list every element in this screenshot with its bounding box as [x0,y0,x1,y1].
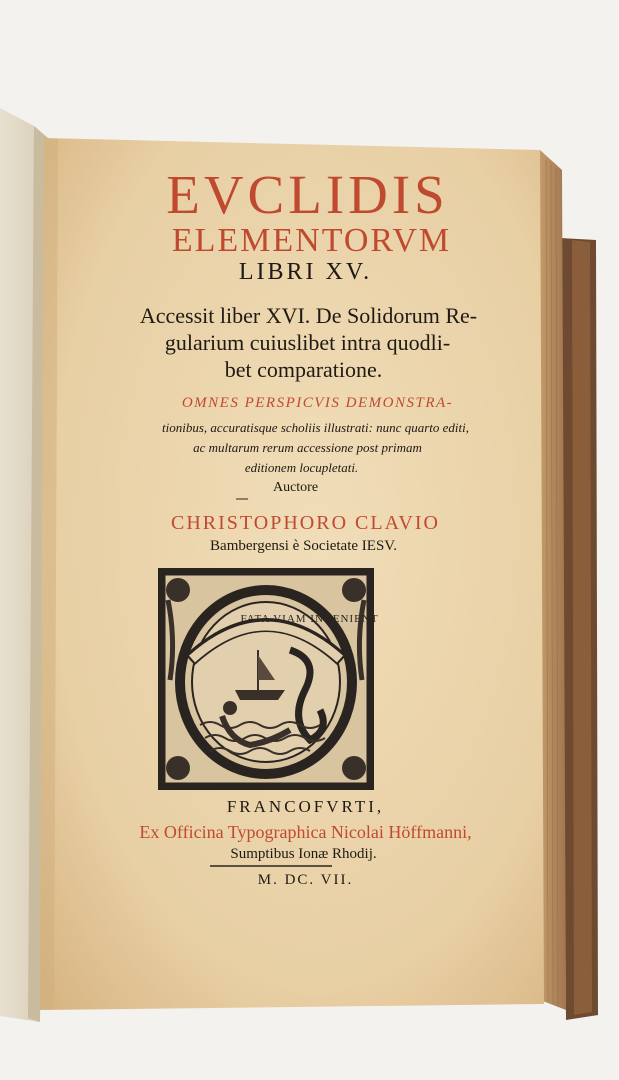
description-line-1: OMNES PERSPICVIS DEMONSTRA- [181,395,454,411]
printers-device-woodcut [158,568,374,790]
description-line-4: editionem locupletati. [244,460,359,475]
imprint-printer: Ex Officina Typographica Nicolai Höffmanni, [139,822,472,842]
addition-line-1: Accessit liber XVI. De Solidorum Re- [139,303,478,328]
imprint-publisher: Sumptibus Ionæ Rhodij. [230,846,377,862]
author-intro: Auctore [272,480,319,495]
imprint-year: M. DC. VII. [257,872,354,888]
description-line-3: ac multarum rerum accessione post primam [193,440,422,455]
author-name: CHRISTOPHORO CLAVIO [171,512,440,534]
addition-line-2: gularium cuiuslibet intra quodli- [164,330,451,355]
device-motto: FATA VIAM INVENIENT [240,613,379,625]
imprint-city: FRANCOFVRTI, [226,797,385,816]
book-subtitle: ELEMENTORVM [171,222,452,259]
addition-line-3: bet comparatione. [224,357,383,382]
book-title: EVCLIDIS [166,164,449,225]
author-detail: Bambergensi è Societate IESV. [210,538,397,554]
books-count: LIBRI XV. [238,259,373,285]
description-line-2: tionibus, accuratisque scholiis illustrati: nunc quarto editi, [162,420,469,435]
